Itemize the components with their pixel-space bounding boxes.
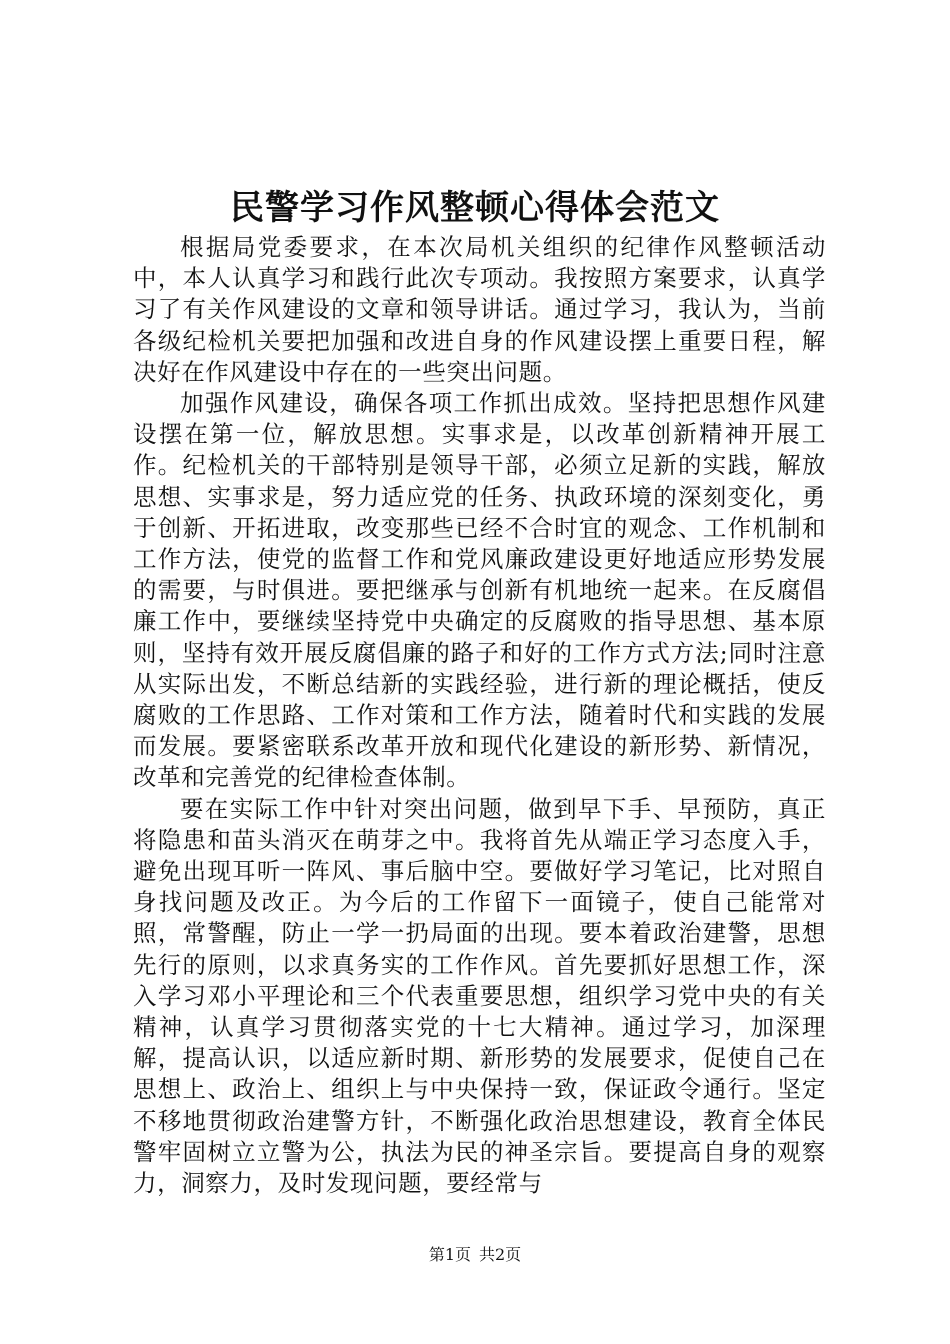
- paragraph-3: 要在实际工作中针对突出问题，做到早下手、早预防，真正将隐患和苗头消灭在萌芽之中。我将首先从端正学习态度入手，避免出现耳听一阵风、事后脑中空。要做好学习笔记，比对照自身找问题及改正。为今后的工作留下一面镜子，使自己能常对照，常警醒，防止一学一扔局面的出现。要本着政治建警，思想先行的原则，以求真务实的工作作风。首先要抓好思想工作，深入学习邓小平理论和三个代表重要思想，组织学习党中央的有关精神，认真学习贯彻落实党的十七大精神。通过学习，加深理解，提高认识，以适应新时期、新形势的发展要求，促使自己在思想上、政治上、组织上与中央保持一致，保证政令通行。坚定不移地贯彻政治建警方针，不断强化政治思想建设，教育全体民警牢固树立立警为公，执法为民的神圣宗旨。要提高自身的观察力，洞察力，及时发现问题，要经常与: [133, 794, 826, 1198]
- page-footer: [0, 1244, 950, 1266]
- paragraph-1: 根据局党委要求，在本次局机关组织的纪律作风整顿活动中，本人认真学习和践行此次专项动。我按照方案要求，认真学习了有关作风建设的文章和领导讲话。通过学习，我认为，当前各级纪检机关要把加强和改进自身的作风建设摆上重要日程，解决好在作风建设中存在的一些突出问题。: [133, 233, 826, 386]
- page-total: 共2页: [479, 1245, 522, 1264]
- page-title: 民警学习作风整顿心得体会范文: [230, 188, 720, 228]
- page-number: 第1页: [428, 1245, 471, 1264]
- document-body: [133, 232, 826, 1199]
- paragraph-2: 加强作风建设，确保各项工作抓出成效。坚持把思想作风建设摆在第一位，解放思想。实事求是，以改革创新精神开展工作。纪检机关的干部特别是领导干部，必须立足新的实践，解放思想、实事求是，努力适应党的任务、执政环境的深刻变化，勇于创新、开拓进取，改变那些已经不合时宜的观念、工作机制和工作方法，使党的监督工作和党风廉政建设更好地适应形势发展的需要，与时俱进。要把继承与创新有机地统一起来。在反腐倡廉工作中，要继续坚持党中央确定的反腐败的指导思想、基本原则，坚持有效开展反腐倡廉的路子和好的工作方式方法;同时注意从实际出发，不断总结新的实践经验，进行新的理论概括，使反腐败的工作思路、工作对策和工作方法，随着时代和实践的发展而发展。要紧密联系改革开放和现代化建设的新形势、新情况，改革和完善党的纪律检查体制。: [133, 389, 826, 792]
